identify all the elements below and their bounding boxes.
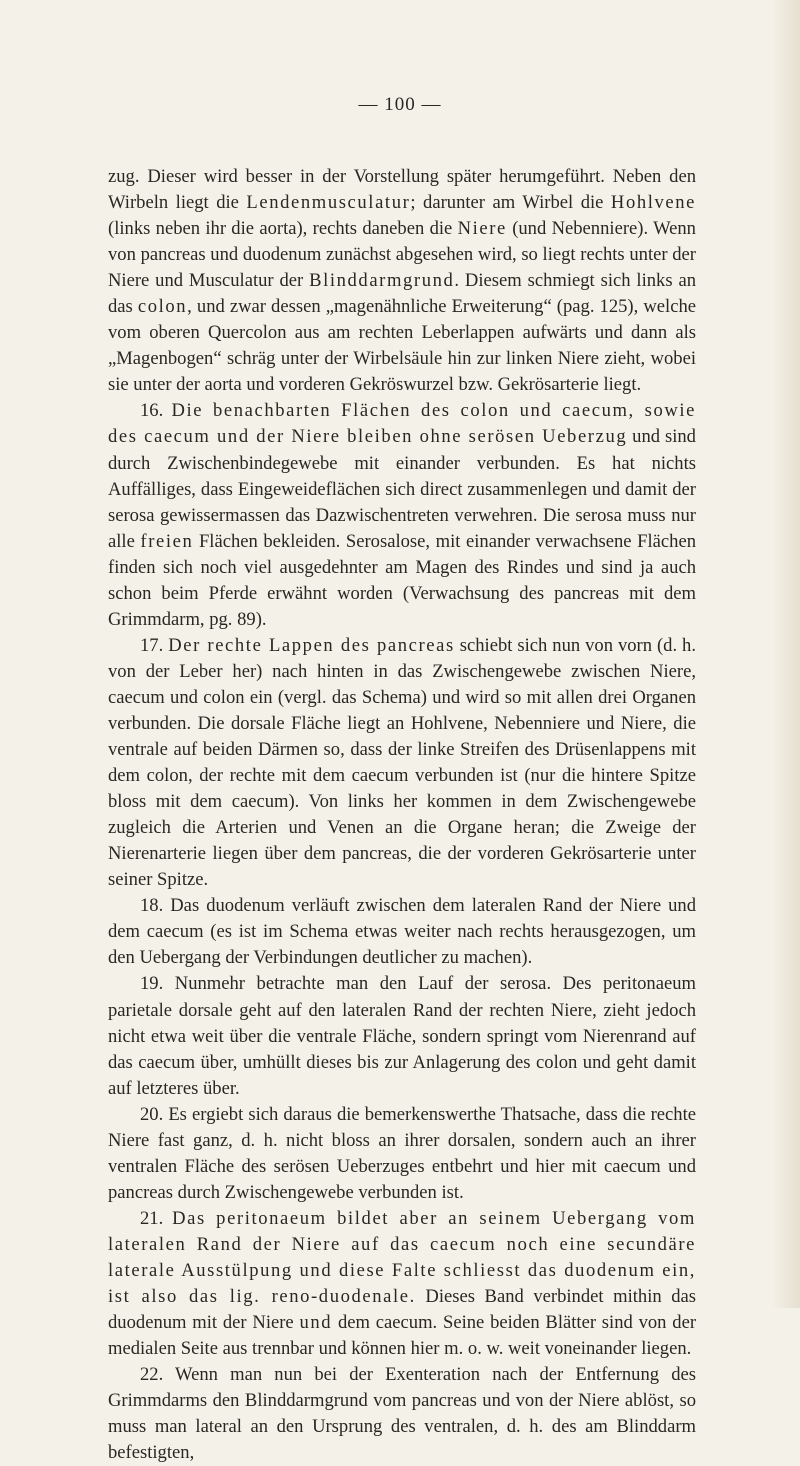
spaced-emphasis-text: Hohlvene: [610, 192, 697, 214]
text-run: . Diesem schmiegt sich links an das: [108, 270, 696, 318]
text-run: 21.: [140, 1207, 173, 1229]
text-run: zug. Dieser wird besser in der Vorstellung später herumgeführt. Neben den Wirbeln liegt die: [108, 166, 696, 214]
page-number-header: — 100 —: [358, 94, 442, 115]
spaced-emphasis-text: Blinddarmgrund: [309, 270, 455, 292]
paragraph: [108, 971, 696, 1101]
spaced-emphasis-text: Lendenmusculatur: [246, 192, 411, 214]
paragraph: [108, 633, 696, 893]
text-run: 18. Das duodenum verläuft zwischen dem lateralen Rand der Niere und dem caecum (es ist im Schema etwas weiter nach rechts herausgezogen, um den Uebergang der Verbindungen deutlicher zu machen).: [108, 895, 696, 969]
text-run: 16.: [140, 400, 172, 422]
paragraph: [108, 164, 696, 398]
paragraph: [108, 1102, 696, 1206]
text-run: Flächen bekleiden. Serosalose, mit einander verwachsene Flächen finden sich noch viel ausgedehnter am Magen des Rindes und sind ja auch schon beim Pferde erwähnt worden (Verwachsung des pancreas mit dem Grimmdarm, pg. 89).: [108, 530, 696, 630]
paragraph: [108, 893, 696, 971]
text-run: 19. Nunmehr betrachte man den Lauf der serosa. Des peritonaeum parietale dorsale geht auf den lateralen Rand der rechten Niere, zieht jedoch nicht etwa weit über die ventrale Fläche, sondern springt vom Nierenrand auf das caecum über, umhüllt dieses bis zur Anlagerung des colon und geht damit auf letzteres über.: [108, 973, 696, 1099]
spaced-emphasis-text: Das peritonaeum bildet aber an seinem Uebergang vom lateralen Rand der Niere auf das caecum noch eine secundäre laterale Ausstülpung und diese Falte schliesst das duodenum ein, ist also das lig. reno-duodenale.: [108, 1207, 696, 1308]
body-text: [108, 164, 696, 1466]
text-run: 22. Wenn man nun bei der Exenteration nach der Entfernung des Grimmdarms den Blinddarmgrund vom pancreas und von der Niere ablöst, so muss man lateral an den Ursprung des ventralen, d. h. des am Blinddarm befestigten,: [108, 1364, 696, 1464]
text-run: dem caecum. Seine beiden Blätter sind von der medialen Seite aus trennbar und können hier m. o. w. weit voneinander liegen.: [108, 1312, 697, 1360]
spaced-emphasis-text: freien: [140, 530, 194, 552]
paragraph: [108, 398, 696, 632]
text-run: 17.: [140, 634, 169, 656]
spaced-emphasis-text: Die benachbarten Flächen des colon und caecum, sowie des caecum und der Niere bleiben ohne serösen Ueberzug: [108, 400, 697, 448]
text-run: (links neben ihr die aorta), rechts daneben die: [108, 218, 458, 240]
page-edge-shadow: [772, 0, 800, 1308]
text-run: (und Nebenniere). Wenn von pancreas und duodenum zunächst abgesehen wird, so liegt rechts unter der Niere und Musculatur der: [108, 218, 696, 292]
text-run: ; darunter am Wirbel die: [410, 192, 611, 214]
paragraph: [108, 1362, 696, 1466]
text-run: , und zwar dessen „magenähnliche Erweiterung“ (pag. 125), welche vom oberen Quercolon aus am rechten Leberlappen aufwärts und dann als „Magenbogen“ schräg unter der Wirbelsäule hin zur linken Niere zieht, wobei sie unter der aorta und vorderen Gekröswurzel bzw. Gekrösarterie liegt.: [108, 296, 696, 396]
paragraph: [108, 1206, 696, 1362]
spaced-emphasis-text: und: [299, 1312, 333, 1334]
spaced-emphasis-text: colon: [137, 296, 188, 318]
text-run: und sind durch Zwischenbindegewebe mit einander verbunden. Es hat nichts Auffälliges, dass Eingeweideflächen sich direct zusammenlegen und damit der serosa gewissermassen das Dazwischentreten verwehren. Die serosa muss nur alle: [108, 426, 696, 552]
spaced-emphasis-text: Der rechte Lappen des pancreas: [168, 634, 455, 656]
text-run: Dieses Band verbindet mithin das duodenum mit der Niere: [108, 1286, 696, 1334]
spaced-emphasis-text: Niere: [457, 218, 507, 240]
text-run: schiebt sich nun von vorn (d. h. von der Leber her) nach hinten in das Zwischengewebe zwischen Niere, caecum und colon ein (vergl. das Schema) und wird so mit allen drei Organen verbunden. Die dorsale Fläche liegt an Hohlvene, Nebenniere und Niere, die ventrale auf beiden Därmen so, dass der linke Streifen des Drüsenlappens mit dem colon, der rechte mit dem caecum verbunden ist (nur die hintere Spitze bloss mit dem caecum). Von links her kommen in dem Zwischengewebe zugleich die Arterien und Venen an die Organe heran; die Zweige der Nierenarterie liegen über dem pancreas, die der vorderen Gekrösarterie unter seiner Spitze.: [108, 634, 697, 891]
text-run: 20. Es ergiebt sich daraus die bemerkenswerthe Thatsache, dass die rechte Niere fast ganz, d. h. nicht bloss an ihrer dorsalen, sondern auch an ihrer ventralen Fläche des serösen Ueberzuges entbehrt und hier mit caecum und pancreas durch Zwischengewebe verbunden ist.: [108, 1103, 696, 1203]
